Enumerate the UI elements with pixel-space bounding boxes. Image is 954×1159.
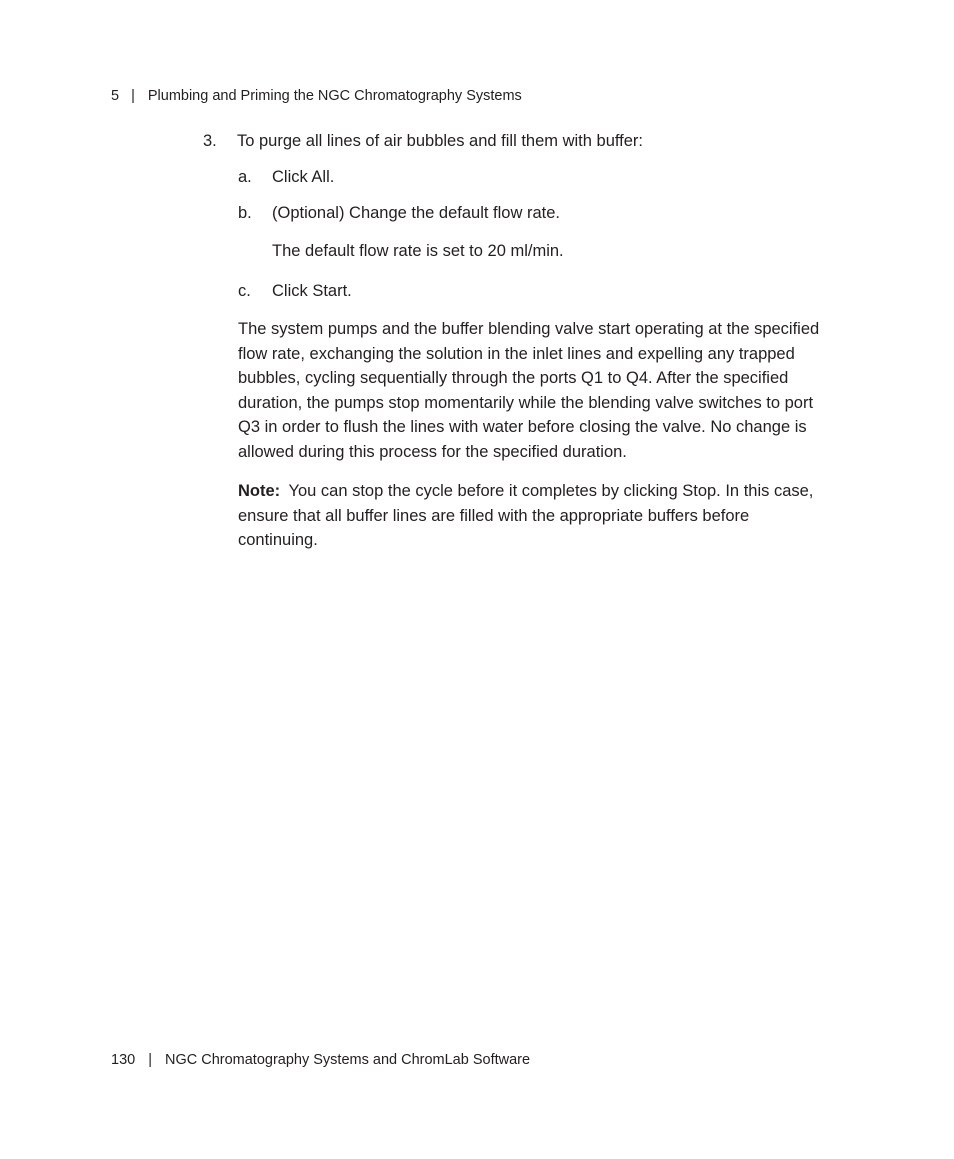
note-paragraph [238,479,818,553]
step-text: To purge all lines of air bubbles and fill them with buffer: [237,132,644,150]
footer-separator: | [148,1052,152,1068]
substep-letter: c. [238,282,251,300]
step-number: 3. [203,132,217,150]
substep-text: Click All. [272,168,335,186]
book-title: NGC Chromatography Systems and ChromLab Software [164,1052,531,1068]
header-separator: | [131,88,135,104]
substep-b-note: The default flow rate is set to 20 ml/min. [272,242,564,260]
running-header [111,87,522,105]
chapter-title: Plumbing and Priming the NGC Chromatography Systems [147,88,522,104]
substep-text: Click Start. [272,282,352,300]
chapter-number: 5 [111,88,120,104]
substep-letter: a. [238,168,252,186]
substep-letter: b. [238,204,252,222]
note-label: Note: [238,482,281,500]
page-number: 130 [111,1052,136,1068]
note-text: You can stop the cycle before it completes by clicking Stop. In this case, ensure that all buffer lines are filled with the appropriate buffers before continuing. [238,482,814,550]
body-paragraph: The system pumps and the buffer blending valve start operating at the specified flow rate, exchanging the solution in the inlet lines and expelling any trapped bubbles, cycling sequentially through the ports Q1 to Q4. After the specified duration, the pumps stop momentarily while the blending valve switches to port Q3 in order to flush the lines with water before closing the valve. No change is allowed during this process for the specified duration. [238,320,820,461]
running-footer [111,1051,530,1069]
substep-text: (Optional) Change the default flow rate. [272,204,561,222]
